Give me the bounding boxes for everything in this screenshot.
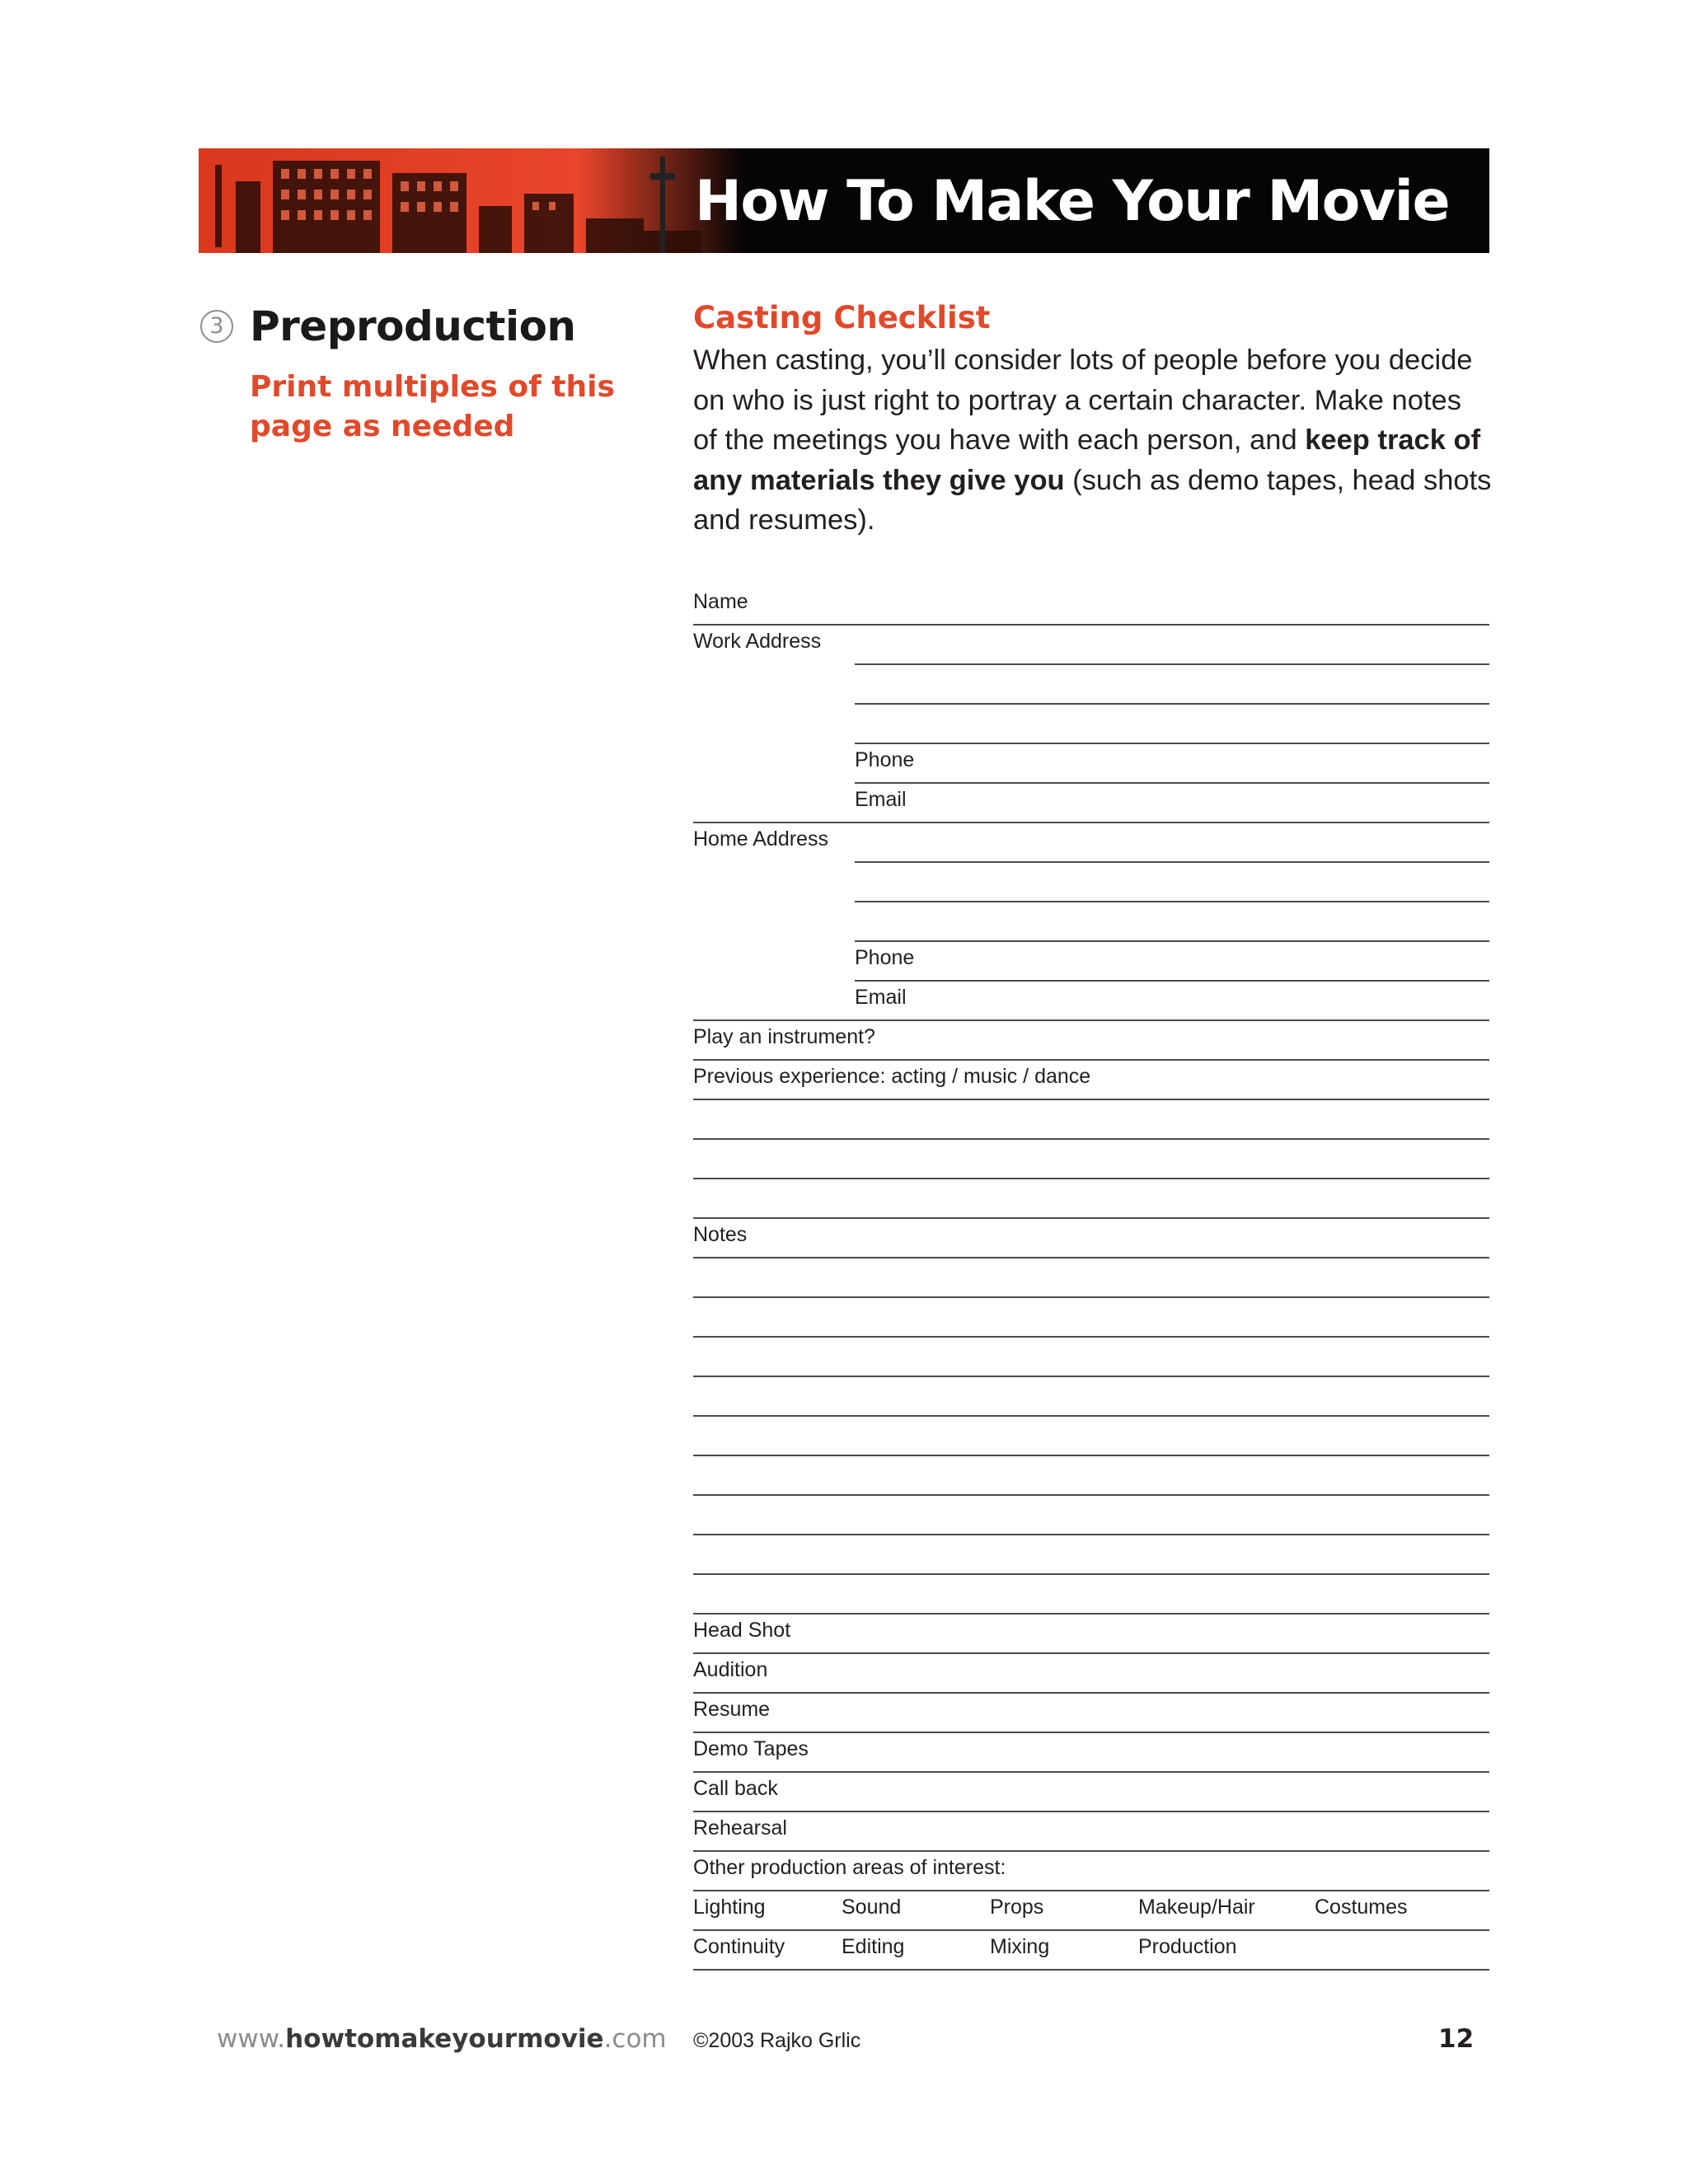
form-line (693, 1257, 1489, 1258)
header-banner (199, 148, 1489, 253)
area-continuity: Continuity (693, 1935, 785, 1958)
area-props: Props (990, 1896, 1044, 1919)
form-line (693, 1811, 1489, 1812)
form-line (693, 1929, 1489, 1931)
rehearsal-label: Rehearsal (693, 1816, 787, 1840)
copyright: ©2003 Rajko Grlic (693, 2029, 861, 2052)
form-line (855, 663, 1489, 665)
work-phone-label: Phone (855, 748, 915, 771)
audition-label: Audition (693, 1658, 768, 1681)
home-phone-label: Phone (855, 946, 915, 969)
experience-label: Previous experience: acting / music / dance (693, 1065, 1091, 1088)
form-line (693, 1059, 1489, 1061)
call-back-label: Call back (693, 1777, 778, 1800)
form-line (693, 1494, 1489, 1496)
form-line (693, 1613, 1489, 1615)
other-areas-label: Other production areas of interest: (693, 1856, 1006, 1879)
print-note: Print multiples of this page as needed (250, 370, 615, 443)
form-line (693, 1019, 1489, 1021)
banner-title: How To Make Your Movie (695, 169, 1450, 234)
url-suffix: .com (603, 2024, 667, 2054)
form-line (693, 822, 1489, 823)
form-line (693, 1296, 1489, 1298)
form-line (693, 1376, 1489, 1377)
form-line (693, 624, 1489, 626)
form-line (693, 1771, 1489, 1773)
footer-url[interactable] (217, 2024, 667, 2054)
area-mixing: Mixing (990, 1935, 1050, 1958)
instrument-label: Play an instrument? (693, 1025, 875, 1048)
form-line (693, 1534, 1489, 1535)
work-address-label: Work Address (693, 630, 822, 653)
form-line (693, 1099, 1489, 1100)
name-label: Name (693, 590, 748, 613)
form-line (855, 743, 1489, 744)
form-line (693, 1573, 1489, 1575)
step-number-icon: 3 (200, 310, 233, 343)
home-address-label: Home Address (693, 827, 828, 851)
area-lighting: Lighting (693, 1896, 766, 1919)
url-prefix: www. (217, 2024, 286, 2054)
area-sound: Sound (842, 1896, 902, 1919)
area-editing: Editing (842, 1935, 905, 1958)
form-line (693, 1890, 1489, 1891)
work-email-label: Email (855, 788, 907, 811)
home-email-label: Email (855, 986, 907, 1009)
form-line (693, 1178, 1489, 1179)
form-line (693, 1850, 1489, 1852)
intro-text-end: (such as demo tapes, head shots and resumes). (693, 464, 1492, 536)
resume-label: Resume (693, 1698, 771, 1721)
form-line (855, 980, 1489, 982)
form-line (693, 1138, 1489, 1140)
area-makeup-hair: Makeup/Hair (1138, 1896, 1255, 1919)
page-number: 12 (1438, 2024, 1475, 2054)
form-line (693, 1969, 1489, 1971)
form-line (855, 901, 1489, 902)
form-line (693, 1415, 1489, 1417)
intro-text: When casting, you’ll consider lots of people before you decide on who is just right to portray a certain character. Make notes of the meetings you have with each person, and (693, 344, 1473, 456)
form-line (855, 782, 1489, 784)
intro-emphasis: keep track of any materials they give you (693, 424, 1481, 496)
form-line (693, 1692, 1489, 1694)
form-line (693, 1732, 1489, 1733)
form-line (855, 940, 1489, 942)
section-heading (200, 302, 576, 351)
notes-label: Notes (693, 1223, 748, 1246)
section-title: Preproduction (250, 302, 576, 350)
area-production: Production (1138, 1935, 1237, 1958)
form-line (855, 703, 1489, 705)
url-domain: howtomakeyourmovie (285, 2024, 604, 2054)
form-line (693, 1336, 1489, 1338)
checklist-intro (693, 340, 1493, 541)
form-line (693, 1652, 1489, 1654)
city-street-photo (199, 148, 743, 253)
form-line (693, 1217, 1489, 1219)
checklist-title: Casting Checklist (693, 300, 991, 335)
demo-tapes-label: Demo Tapes (693, 1737, 809, 1760)
head-shot-label: Head Shot (693, 1619, 791, 1642)
form-line (693, 1455, 1489, 1456)
form-line (855, 861, 1489, 863)
area-costumes: Costumes (1315, 1896, 1408, 1919)
